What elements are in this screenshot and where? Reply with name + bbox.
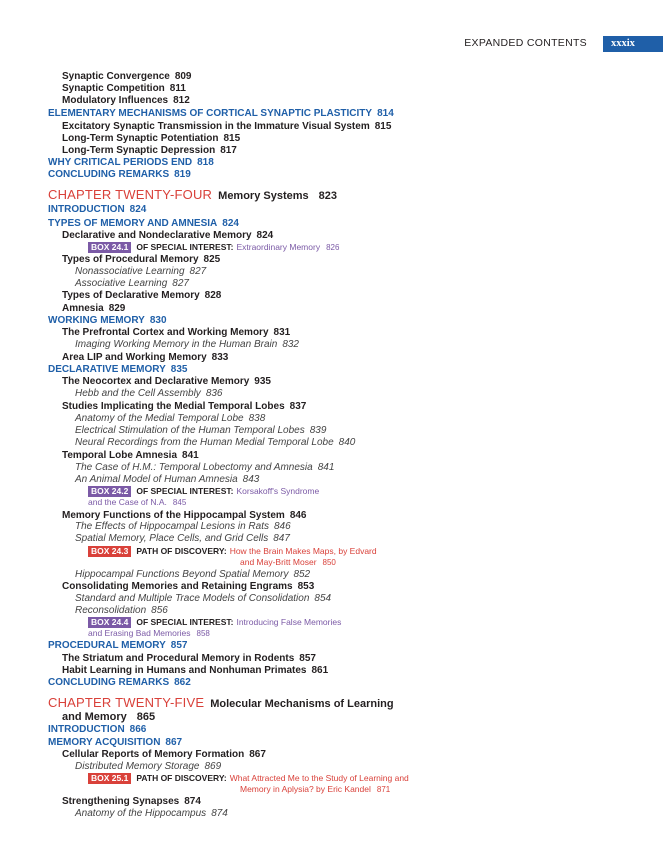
running-header [0,36,663,52]
entry-page-number: 815 [374,121,392,132]
toc-topic [75,761,221,773]
entry-title: The Striatum and Procedural Memory in Rodents [62,653,295,664]
entry-page-number: 812 [173,95,190,106]
entry-title: The Effects of Hippocampal Lesions in Rats [75,521,269,532]
box-kind: OF SPECIAL INTEREST: [136,617,234,627]
toc-subsection [62,230,273,242]
chapter-page-number: 865 [136,711,156,723]
entry-page-number: 853 [297,581,315,592]
entry-title: Long-Term Synaptic Depression [62,145,216,156]
entry-title: Electrical Stimulation of the Human Temporal Lobes [75,425,305,436]
chapter-number: CHAPTER TWENTY-FOUR [48,187,213,202]
entry-title: WORKING MEMORY [48,315,145,326]
toc-section-heading [48,724,146,736]
toc-subsection [62,352,228,364]
toc-topic [75,413,265,425]
entry-page-number: 824 [222,218,239,229]
entry-title: Hippocampal Functions Beyond Spatial Memory [75,569,289,580]
toc-topic [75,388,223,400]
entry-page-number: 824 [256,230,274,241]
entry-title: Declarative and Nondeclarative Memory [62,230,252,241]
entry-title: Nonassociative Learning [75,266,185,277]
entry-page-number: 857 [299,653,316,664]
entry-title: INTRODUCTION [48,724,125,735]
running-header-title: EXPANDED CONTENTS [464,37,587,49]
page-number-badge: xxxix [603,36,663,52]
box-title: Korsakoff's Syndrome [236,486,320,496]
entry-title: The Neocortex and Declarative Memory [62,376,250,387]
chapter-title-continued-text: and Memory [62,711,127,723]
toc-subsection [62,83,186,95]
entry-title: PROCEDURAL MEMORY [48,640,166,651]
entry-title: Excitatory Synaptic Transmission in the Immature Visual System [62,121,370,132]
toc-subsection [62,796,201,808]
entry-title: WHY CRITICAL PERIODS END [48,157,193,168]
entry-title: Spatial Memory, Place Cells, and Grid Cells [75,533,269,544]
box-label: BOX 24.3 [88,546,131,557]
entry-title: Associative Learning [75,278,168,289]
entry-page-number: 869 [204,761,222,772]
box-title-continued-text: Memory in Aplysia? by Eric Kandel [240,784,371,794]
entry-page-number: 843 [242,474,260,485]
entry-page-number: 832 [282,339,299,350]
box-title-continued-text: and the Case of N.A. [88,497,167,507]
toc-section-heading [48,677,191,689]
box-kind: OF SPECIAL INTEREST: [136,242,234,252]
entry-page-number: 935 [254,376,271,387]
entry-page-number: 809 [174,71,192,82]
entry-page-number: 867 [165,737,183,748]
entry-page-number: 846 [289,510,307,521]
entry-title: Modulatory Influences [62,95,169,106]
entry-title: Synaptic Competition [62,83,165,94]
box-title-continued-text: and Erasing Bad Memories [88,628,191,638]
toc-subsection [62,95,190,107]
toc-subsection [62,401,306,413]
toc-section-heading [48,737,182,749]
box-kind: OF SPECIAL INTEREST: [136,486,234,496]
box-label: BOX 24.2 [88,486,131,497]
entry-page-number: 819 [174,169,191,180]
entry-title: Memory Functions of the Hippocampal System [62,510,285,521]
toc-subsection [62,145,237,157]
toc-topic [75,266,206,278]
toc-section-heading [48,157,214,169]
toc-topic [75,339,299,351]
entry-page-number: 836 [205,388,223,399]
box-entry [88,486,319,497]
entry-page-number: 862 [174,677,191,688]
toc-subsection [62,653,316,665]
box-page-number: 850 [322,558,336,567]
entry-title: Anatomy of the Hippocampus [75,808,207,819]
toc-section-heading [48,640,187,652]
box-title-continued-text: and May-Britt Moser [240,557,317,567]
box-title-continued [240,557,336,568]
box-page-number: 845 [172,498,187,507]
entry-title: Synaptic Convergence [62,71,170,82]
toc-section-heading [48,364,187,376]
box-page-number: 871 [376,785,391,794]
entry-page-number: 829 [108,303,126,314]
toc-topic [75,521,291,533]
toc-section-heading [48,108,394,120]
toc-topic [75,605,168,617]
entry-title: CONCLUDING REMARKS [48,677,170,688]
entry-page-number: 835 [170,364,188,375]
entry-page-number: 824 [129,204,147,215]
entry-title: Cellular Reports of Memory Formation [62,749,245,760]
toc-section-heading [48,204,146,216]
toc-section-heading [48,169,191,181]
entry-page-number: 827 [172,278,189,289]
toc-topic [75,462,334,474]
toc-subsection [62,450,199,462]
entry-page-number: 866 [129,724,147,735]
entry-title: Long-Term Synaptic Potentiation [62,133,219,144]
chapter-page-number: 823 [318,190,338,202]
entry-title: Temporal Lobe Amnesia [62,450,178,461]
box-title-continued [88,628,210,639]
toc-subsection [62,665,328,677]
chapter-title-continued [62,711,155,723]
entry-title: Types of Declarative Memory [62,290,200,301]
entry-page-number: 827 [189,266,207,277]
entry-page-number: 828 [204,290,222,301]
entry-page-number: 874 [211,808,228,819]
chapter-title: Molecular Mechanisms of Learning [210,698,394,710]
box-kind: PATH OF DISCOVERY: [136,546,227,556]
entry-page-number: 831 [273,327,291,338]
box-title: Extraordinary Memory [236,242,321,252]
box-title: How the Brain Makes Maps, by Edvard [229,546,377,556]
toc-subsection [62,303,125,315]
entry-title: INTRODUCTION [48,204,125,215]
entry-title: Strengthening Synapses [62,796,180,807]
toc-topic [75,437,355,449]
entry-page-number: 846 [273,521,291,532]
entry-title: MEMORY ACQUISITION [48,737,161,748]
box-page-number: 858 [196,629,210,638]
entry-title: Standard and Multiple Trace Models of Consolidation [75,593,310,604]
entry-page-number: 815 [223,133,241,144]
toc-subsection [62,749,266,761]
entry-title: The Case of H.M.: Temporal Lobectomy and Amnesia [75,462,313,473]
toc-topic [75,569,310,581]
toc-topic [75,593,331,605]
toc-subsection [62,121,391,133]
box-title-continued [240,784,390,795]
toc-subsection [62,581,314,593]
entry-title: Area LIP and Working Memory [62,352,207,363]
entry-title: Types of Procedural Memory [62,254,199,265]
entry-title: DECLARATIVE MEMORY [48,364,166,375]
entry-page-number: 830 [149,315,167,326]
entry-page-number: 874 [184,796,201,807]
entry-page-number: 856 [151,605,168,616]
toc-topic [75,278,189,290]
entry-page-number: 811 [169,83,186,94]
toc-topic [75,808,228,820]
entry-page-number: 838 [248,413,266,424]
entry-page-number: 814 [377,108,394,119]
entry-title: Imaging Working Memory in the Human Brain [75,339,278,350]
box-title-continued [88,497,186,508]
entry-page-number: 841 [317,462,335,473]
entry-title: TYPES OF MEMORY AND AMNESIA [48,218,218,229]
box-title: Introducing False Memories [236,617,342,627]
entry-page-number: 867 [249,749,266,760]
toc-topic [75,533,290,545]
box-entry [88,546,377,557]
box-page-number: 826 [326,243,340,252]
entry-title: Habit Learning in Humans and Nonhuman Primates [62,665,307,676]
entry-title: Consolidating Memories and Retaining Engrams [62,581,293,592]
box-entry [88,617,341,628]
entry-title: Distributed Memory Storage [75,761,200,772]
entry-page-number: 841 [182,450,199,461]
entry-title: An Animal Model of Human Amnesia [75,474,238,485]
entry-title: The Prefrontal Cortex and Working Memory [62,327,269,338]
box-title: What Attracted Me to the Study of Learning and [229,773,409,783]
toc-subsection [62,254,220,266]
entry-page-number: 837 [289,401,307,412]
chapter-heading [48,187,337,204]
entry-title: Neural Recordings from the Human Medial Temporal Lobe [75,437,334,448]
box-label: BOX 24.4 [88,617,131,628]
entry-page-number: 857 [170,640,188,651]
entry-title: Hebb and the Cell Assembly [75,388,201,399]
entry-page-number: 840 [338,437,356,448]
toc-subsection [62,133,240,145]
toc-subsection [62,376,271,388]
toc-subsection [62,290,221,302]
entry-title: Reconsolidation [75,605,147,616]
entry-page-number: 833 [211,352,229,363]
toc-section-heading [48,315,167,327]
entry-page-number: 825 [203,254,221,265]
chapter-heading [48,695,394,712]
toc-subsection [62,71,192,83]
entry-title: Amnesia [62,303,104,314]
entry-page-number: 817 [220,145,237,156]
box-entry [88,773,409,784]
entry-title: Studies Implicating the Medial Temporal Lobes [62,401,285,412]
entry-page-number: 847 [273,533,290,544]
entry-title: CONCLUDING REMARKS [48,169,170,180]
box-label: BOX 25.1 [88,773,131,784]
toc-section-heading [48,218,239,230]
entry-title: Anatomy of the Medial Temporal Lobe [75,413,244,424]
toc-topic [75,474,259,486]
entry-page-number: 852 [293,569,311,580]
entry-page-number: 854 [314,593,332,604]
box-entry [88,242,339,253]
chapter-number: CHAPTER TWENTY-FIVE [48,695,205,710]
entry-page-number: 818 [197,157,214,168]
box-label: BOX 24.1 [88,242,131,253]
toc-topic [75,425,326,437]
chapter-title: Memory Systems [218,190,309,202]
entry-title: ELEMENTARY MECHANISMS OF CORTICAL SYNAPTIC PLASTICITY [48,108,373,119]
entry-page-number: 861 [311,665,329,676]
toc-subsection [62,327,290,339]
box-kind: PATH OF DISCOVERY: [136,773,227,783]
entry-page-number: 839 [309,425,327,436]
